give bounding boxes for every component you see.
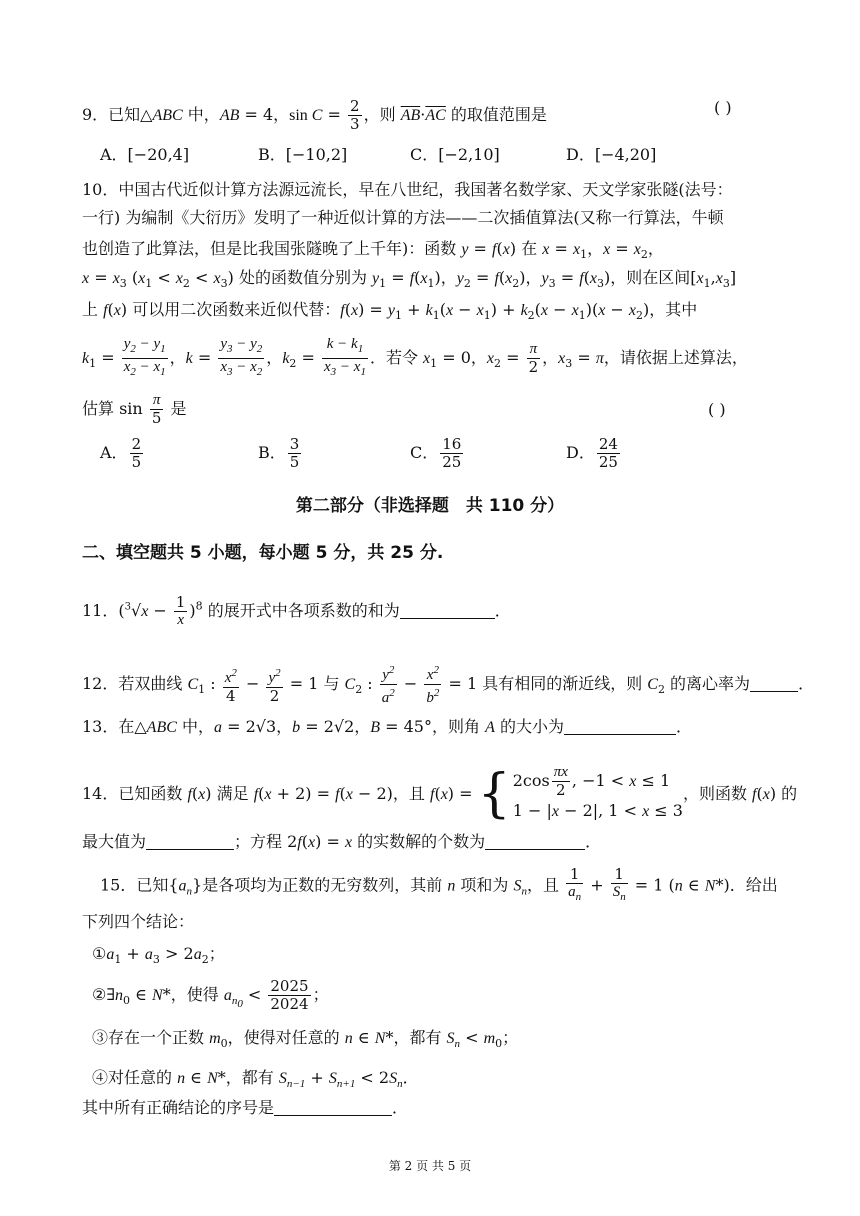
q15-line-2: 下列四个结论： (82, 912, 195, 931)
q13: 13．在△ABC 中，a = 2√3，b = 2√2，B = 45°，则角 A 的大小为 ． (82, 717, 692, 736)
q9-option-b: B．[−10,2] (258, 145, 348, 164)
q10-option-a: A． $\frac{2}{5}$ (100, 435, 142, 471)
q15-item-3: ③存在一个正数 $m_0$，使得对任意的 n ∈ N*，都有 $S_n < m_0$； (92, 1028, 519, 1051)
q10-line-4: $x = x_3$ $(x_1 < x_2 < x_3)$ 处的函数值分别为 $y_1 = f(x_1)$，$y_2 = f(x_2)$，$y_3 = f(x_3)$，则在区间$[x_1,x_3]$ (82, 268, 737, 291)
q14-line-1: 14．已知函数 f(x) 满足 f(x + 2) = f(x − 2)，且 f(x) = { 2cos $\frac{\pi x}{2}$ , −1 < x ≤ 1 1 − |x − 2|, 1 < x ≤ 3 ，则函数 f(x) 的 (82, 764, 798, 824)
q10-line-5: 上 f(x) 可以用二次函数来近似代替：$f(x) = y_1 + k_1(x - x_1) + k_2(x - x_1)(x - x_2)$，其中 (82, 300, 698, 323)
q9-option-d: D．[−4,20] (566, 145, 657, 164)
q11: 11．($^3$√x − $\frac{1}{x}$ )$^8$ 的展开式中各项系数的和为 ． (82, 593, 511, 628)
q9-option-a: A．[−20,4] (100, 145, 190, 164)
q10-line-6: $k_1$ = $\frac{y_2 - y_1}{x_2 - x_1}$ ，k = $\frac{y_3 - y_2}{x_3 - x_2}$ ，$k_2$ = $\frac{k - k_1}{x_3 - x_1}$ ．若令 $x_1 = 0$，$x_2$ = $\frac{\pi}{2}$ ，$x_3 = \pi$，请依据上述算法， (82, 336, 748, 378)
q10-line-7: 估算 sin $\frac{\pi}{5}$ 是 (82, 392, 187, 427)
q10-line-2: 一行) 为编制《大衍历》发明了一种近似计算的方法——二次插值算法(又称一行算法，牛顿 (82, 208, 724, 227)
q15-line-1: 15．已知$\{a_n\}$是各项均为正数的无穷数列，其前 n 项和为 $S_n$，且 $\frac{1}{a_n}$ + $\frac{1}{S_n}$ = 1 (n ∈ N*)．给出 (100, 865, 778, 903)
q15-item-2: $②\exists n_0$ ∈ N*，使得 $a_{n_0}$ < $\frac{2025}{2024}$ ； (92, 977, 329, 1013)
q12: 12．若双曲线 $C_1$ : $\frac{x^2}{4}$ − $\frac{y^2}{2}$ = 1 与 $C_2$ : $\frac{y^2}{a^2}$ − $\frac{x^2}{b^2}$ = 1 具有相同的渐近线，则 $C_2$ 的离心率为 ． (82, 664, 815, 706)
q10-answer-paren: ( ) (708, 400, 726, 419)
q9-answer-paren: ( ) (714, 98, 732, 117)
q15-final: 其中所有正确结论的序号是 ． (82, 1098, 409, 1117)
q10-line-1: 10．中国古代近似计算方法源远流长，早在八世纪，我国著名数学家、天文学家张隧(法号： (82, 180, 733, 199)
q9-stem: 9．已知△ABC 中，AB = 4，sin C = $\frac{2}{3}$ ，则 $\overline{AB}\cdot\overline{AC}$ 的取值范围是 (82, 97, 547, 133)
page-footer: 第 2 页 共 5 页 (388, 1159, 472, 1173)
section2-title: 二、填空题共 5 小题，每小题 5 分，共 25 分. (82, 543, 444, 563)
q9-option-c: C．[−2,10] (410, 145, 500, 164)
q10-option-c: C． $\frac{16}{25}$ (410, 435, 462, 471)
part2-title: 第二部分（非选择题 共 110 分） (295, 496, 565, 516)
q10-option-b: B． $\frac{3}{5}$ (258, 435, 300, 471)
q15-item-1: $①a_1 + a_3 > 2a_2$； (92, 944, 225, 967)
q10-option-d: D． $\frac{24}{25}$ (566, 435, 618, 471)
q10-line-3: 也创造了此算法，但是比我国张隧晚了上千年)：函数 y = f(x) 在 $x = x_1$，$x = x_2$， (82, 239, 664, 262)
q14-line-2: 最大值为 ；方程 2f(x) = x 的实数解的个数为 ． (82, 832, 602, 851)
q15-item-4: ④对任意的 n ∈ N*，都有 $S_{n-1} + S_{n+1} < 2S_n$． (92, 1068, 419, 1091)
